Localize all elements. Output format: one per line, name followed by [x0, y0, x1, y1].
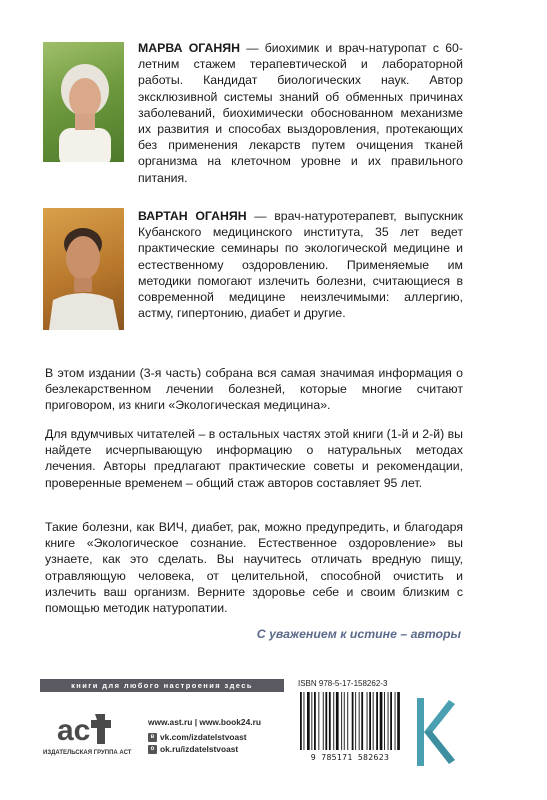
author-bio-vartan — [138, 208, 463, 321]
barcode-number: 9 785171 582623 — [310, 752, 390, 762]
isbn: ISBN 978-5-17-158262-3 — [298, 679, 388, 688]
barcode — [298, 692, 402, 750]
vk-icon: в — [148, 733, 157, 742]
ok-icon: о — [148, 745, 157, 754]
author-bio-text: — биохимик и врач-натуропат с 60-летним стажем терапевтической и лабораторной работы. Кандидат биологических наук. Автор эксклюзивной системы знаний об обменных причинах заболеваний, биохимически обоснованном механизме их развития и способах выздоровления, протекающих без применения лекарств путем очищения тканей организма на клеточном уровне и их правильного питания. — [138, 41, 463, 185]
author-bio-text: — врач-натуротерапевт, выпускник Кубанского медицинского института, 35 лет ведет практические семинары по экологической медицине и естественному оздоровлению. Применяемые им методики помогают излечить болезни, считающиеся в современной медицине неизлечимыми: аллергию, астму, гипертонию, диабет и другие. — [138, 209, 463, 321]
description-paragraph: Для вдумчивых читателей – в остальных частях этой книги (1-й и 2-й) вы найдете исчерпывающую информацию о натуральных методах лечения. Авторы предлагают практические советы и рекомендации, проверенные временем – общий стаж авторов составляет 95 лет. — [45, 427, 463, 490]
author-name-marva: МАРВА ОГАНЯН — [138, 41, 240, 55]
publisher-group: ИЗДАТЕЛЬСКАЯ ГРУППА АСТ — [43, 750, 132, 756]
websites-link[interactable]: www.ast.ru | www.book24.ru — [148, 717, 261, 727]
portrait-vartan — [43, 208, 124, 330]
vk-link[interactable]: vk.com/izdatelstvoast — [160, 732, 247, 742]
description-paragraph: Такие болезни, как ВИЧ, диабет, рак, можно предупредить, и благодаря книге «Экологическое сознание. Естественное оздоровление» вы узнаете, как это сделать. Вы научитесь отличать вредную пищу, отравляющую человека, от целительной, способной очистить и излечить ваш организм. Верните здоровье себе и своим близким с помощью методик натуропатии. — [45, 520, 463, 616]
signature: С уважением к истине – авторы — [256, 627, 461, 641]
ok-link[interactable]: ok.ru/izdatelstvoast — [160, 744, 239, 754]
tagline-banner: книги для любого настроения здесь — [40, 679, 284, 692]
vk-row — [148, 731, 261, 743]
author-photo-marva — [43, 42, 124, 162]
portrait-marva — [43, 42, 124, 162]
k-publisher-logo — [413, 696, 457, 768]
publisher-links — [148, 714, 261, 755]
ast-logo — [55, 708, 115, 748]
author-bio-marva — [138, 40, 463, 186]
description-paragraph: В этом издании (3-я часть) собрана вся самая значимая информация о безлекарственном лечении болезней, которые многие считают приговором, из книги «Экологическая медицина». — [45, 366, 463, 413]
svg-text:ac: ac — [57, 714, 91, 747]
author-photo-vartan — [43, 208, 124, 330]
author-name-vartan: ВАРТАН ОГАНЯН — [138, 209, 247, 223]
ok-row — [148, 743, 261, 755]
websites-row — [148, 714, 261, 731]
